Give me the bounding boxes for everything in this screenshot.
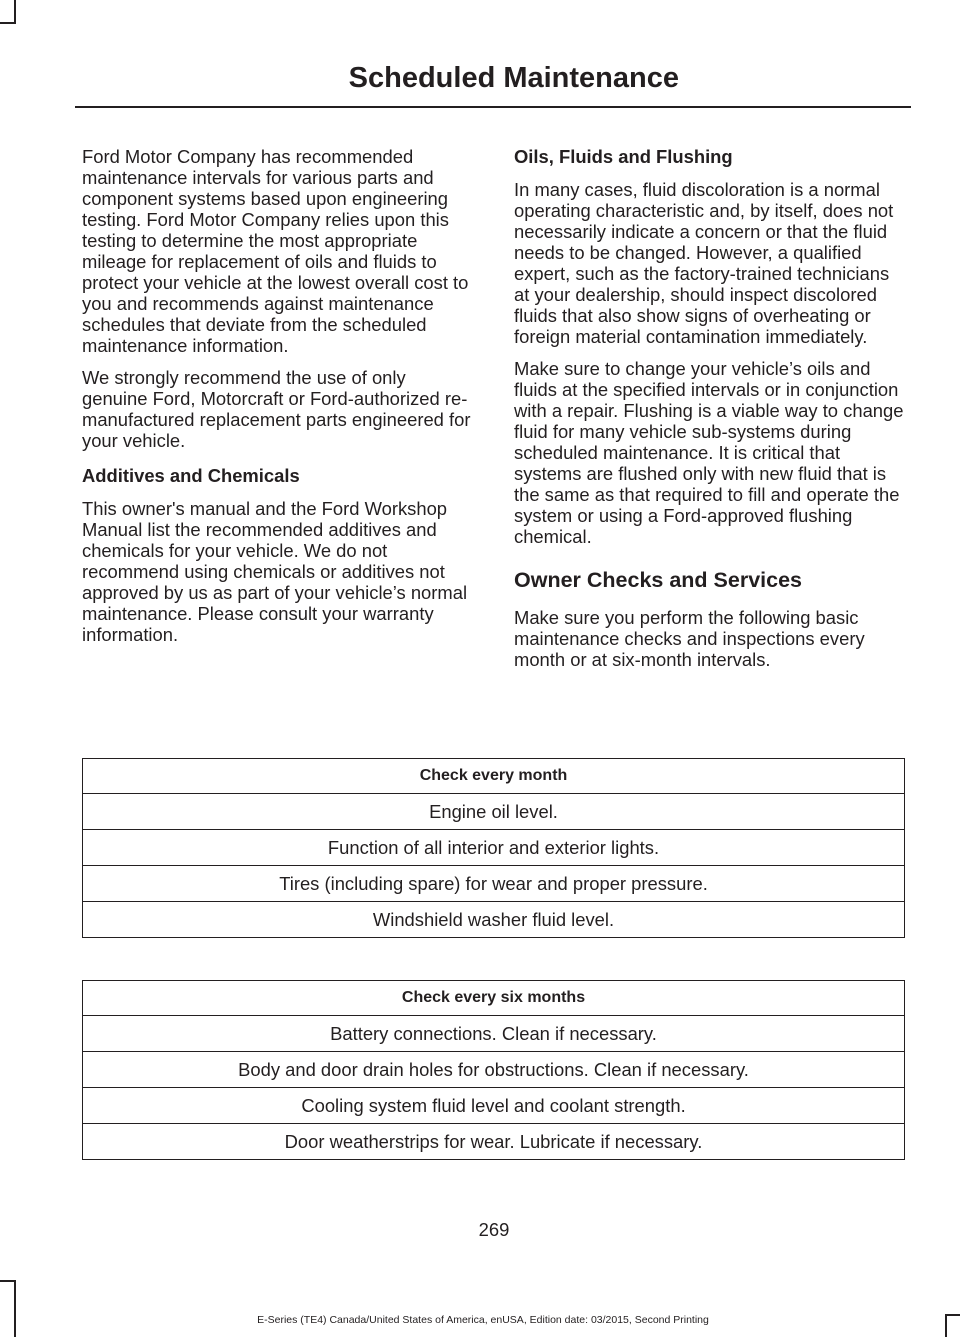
flushing-paragraph: Make sure to change your vehicle’s oils and fluids at the specified intervals or in conjunction with a repair. Flushing is a viable way to change fluid for many vehicle sub-systems during scheduled maintenance. It is critical that systems are flushed only with new fluid that is the same as that required to fill and operate the system or using a Ford-approved flushing chemical.: [514, 358, 904, 547]
crop-mark: [14, 1280, 16, 1337]
right-column: [514, 146, 908, 681]
table-header: Check every month: [83, 759, 905, 794]
table-row: Function of all interior and exterior lights.: [83, 830, 905, 866]
genuine-parts-paragraph: We strongly recommend the use of only genuine Ford, Motorcraft or Ford-authorized re-manufactured replacement parts engineered for your vehicle.: [82, 367, 471, 451]
table-row: Windshield washer fluid level.: [83, 902, 905, 938]
page-title: Scheduled Maintenance: [348, 62, 679, 94]
table-header: Check every six months: [83, 981, 905, 1016]
crop-mark: [0, 1280, 16, 1282]
six-month-checks-table: [82, 980, 905, 1160]
crop-mark: [0, 22, 16, 24]
additives-paragraph: This owner's manual and the Ford Workshop Manual list the recommended additives and chemicals for your vehicle. We do not recommend using chemicals or additives not approved by us as part of your vehicle’s normal maintenance. Please consult your warranty information.: [82, 498, 468, 645]
monthly-checks-table: [82, 758, 905, 938]
additives-heading: Additives and Chemicals: [82, 465, 300, 486]
owner-checks-heading: Owner Checks and Services: [514, 568, 803, 592]
intro-paragraph: Ford Motor Company has recommended maintenance intervals for various parts and component systems based upon engineering testing. Ford Motor Company relies upon this testing to determine the most appropriate mileage for replacement of oils and fluids to protect your vehicle at the lowest overall cost to you and recommends against maintenance schedules that deviate from the scheduled maintenance information.: [82, 146, 469, 356]
owner-checks-paragraph: Make sure you perform the following basic maintenance checks and inspections every month or at six-month intervals.: [514, 607, 865, 670]
header-rule: [75, 106, 911, 108]
footer-edition-info: E-Series (TE4) Canada/United States of America, enUSA, Edition date: 03/2015, Second Printing: [257, 1314, 709, 1326]
page-number: 269: [478, 1219, 510, 1240]
table-row: Body and door drain holes for obstructions. Clean if necessary.: [83, 1052, 905, 1088]
table-row: Battery connections. Clean if necessary.: [83, 1016, 905, 1052]
crop-mark: [14, 0, 16, 22]
table-row: Door weatherstrips for wear. Lubricate if necessary.: [83, 1124, 905, 1160]
oils-heading: Oils, Fluids and Flushing: [514, 146, 733, 167]
discoloration-paragraph: In many cases, fluid discoloration is a normal operating characteristic and, by itself, does not necessarily indicate a concern or that the fluid needs to be changed. However, a qualified expert, such as the factory-trained technicians at your dealership, should inspect discolored fluids that also show signs of overheating or foreign material contamination immediately.: [514, 179, 894, 347]
table-row: Cooling system fluid level and coolant strength.: [83, 1088, 905, 1124]
table-row: Tires (including spare) for wear and proper pressure.: [83, 866, 905, 902]
left-column: [82, 146, 476, 656]
table-row: Engine oil level.: [83, 794, 905, 830]
